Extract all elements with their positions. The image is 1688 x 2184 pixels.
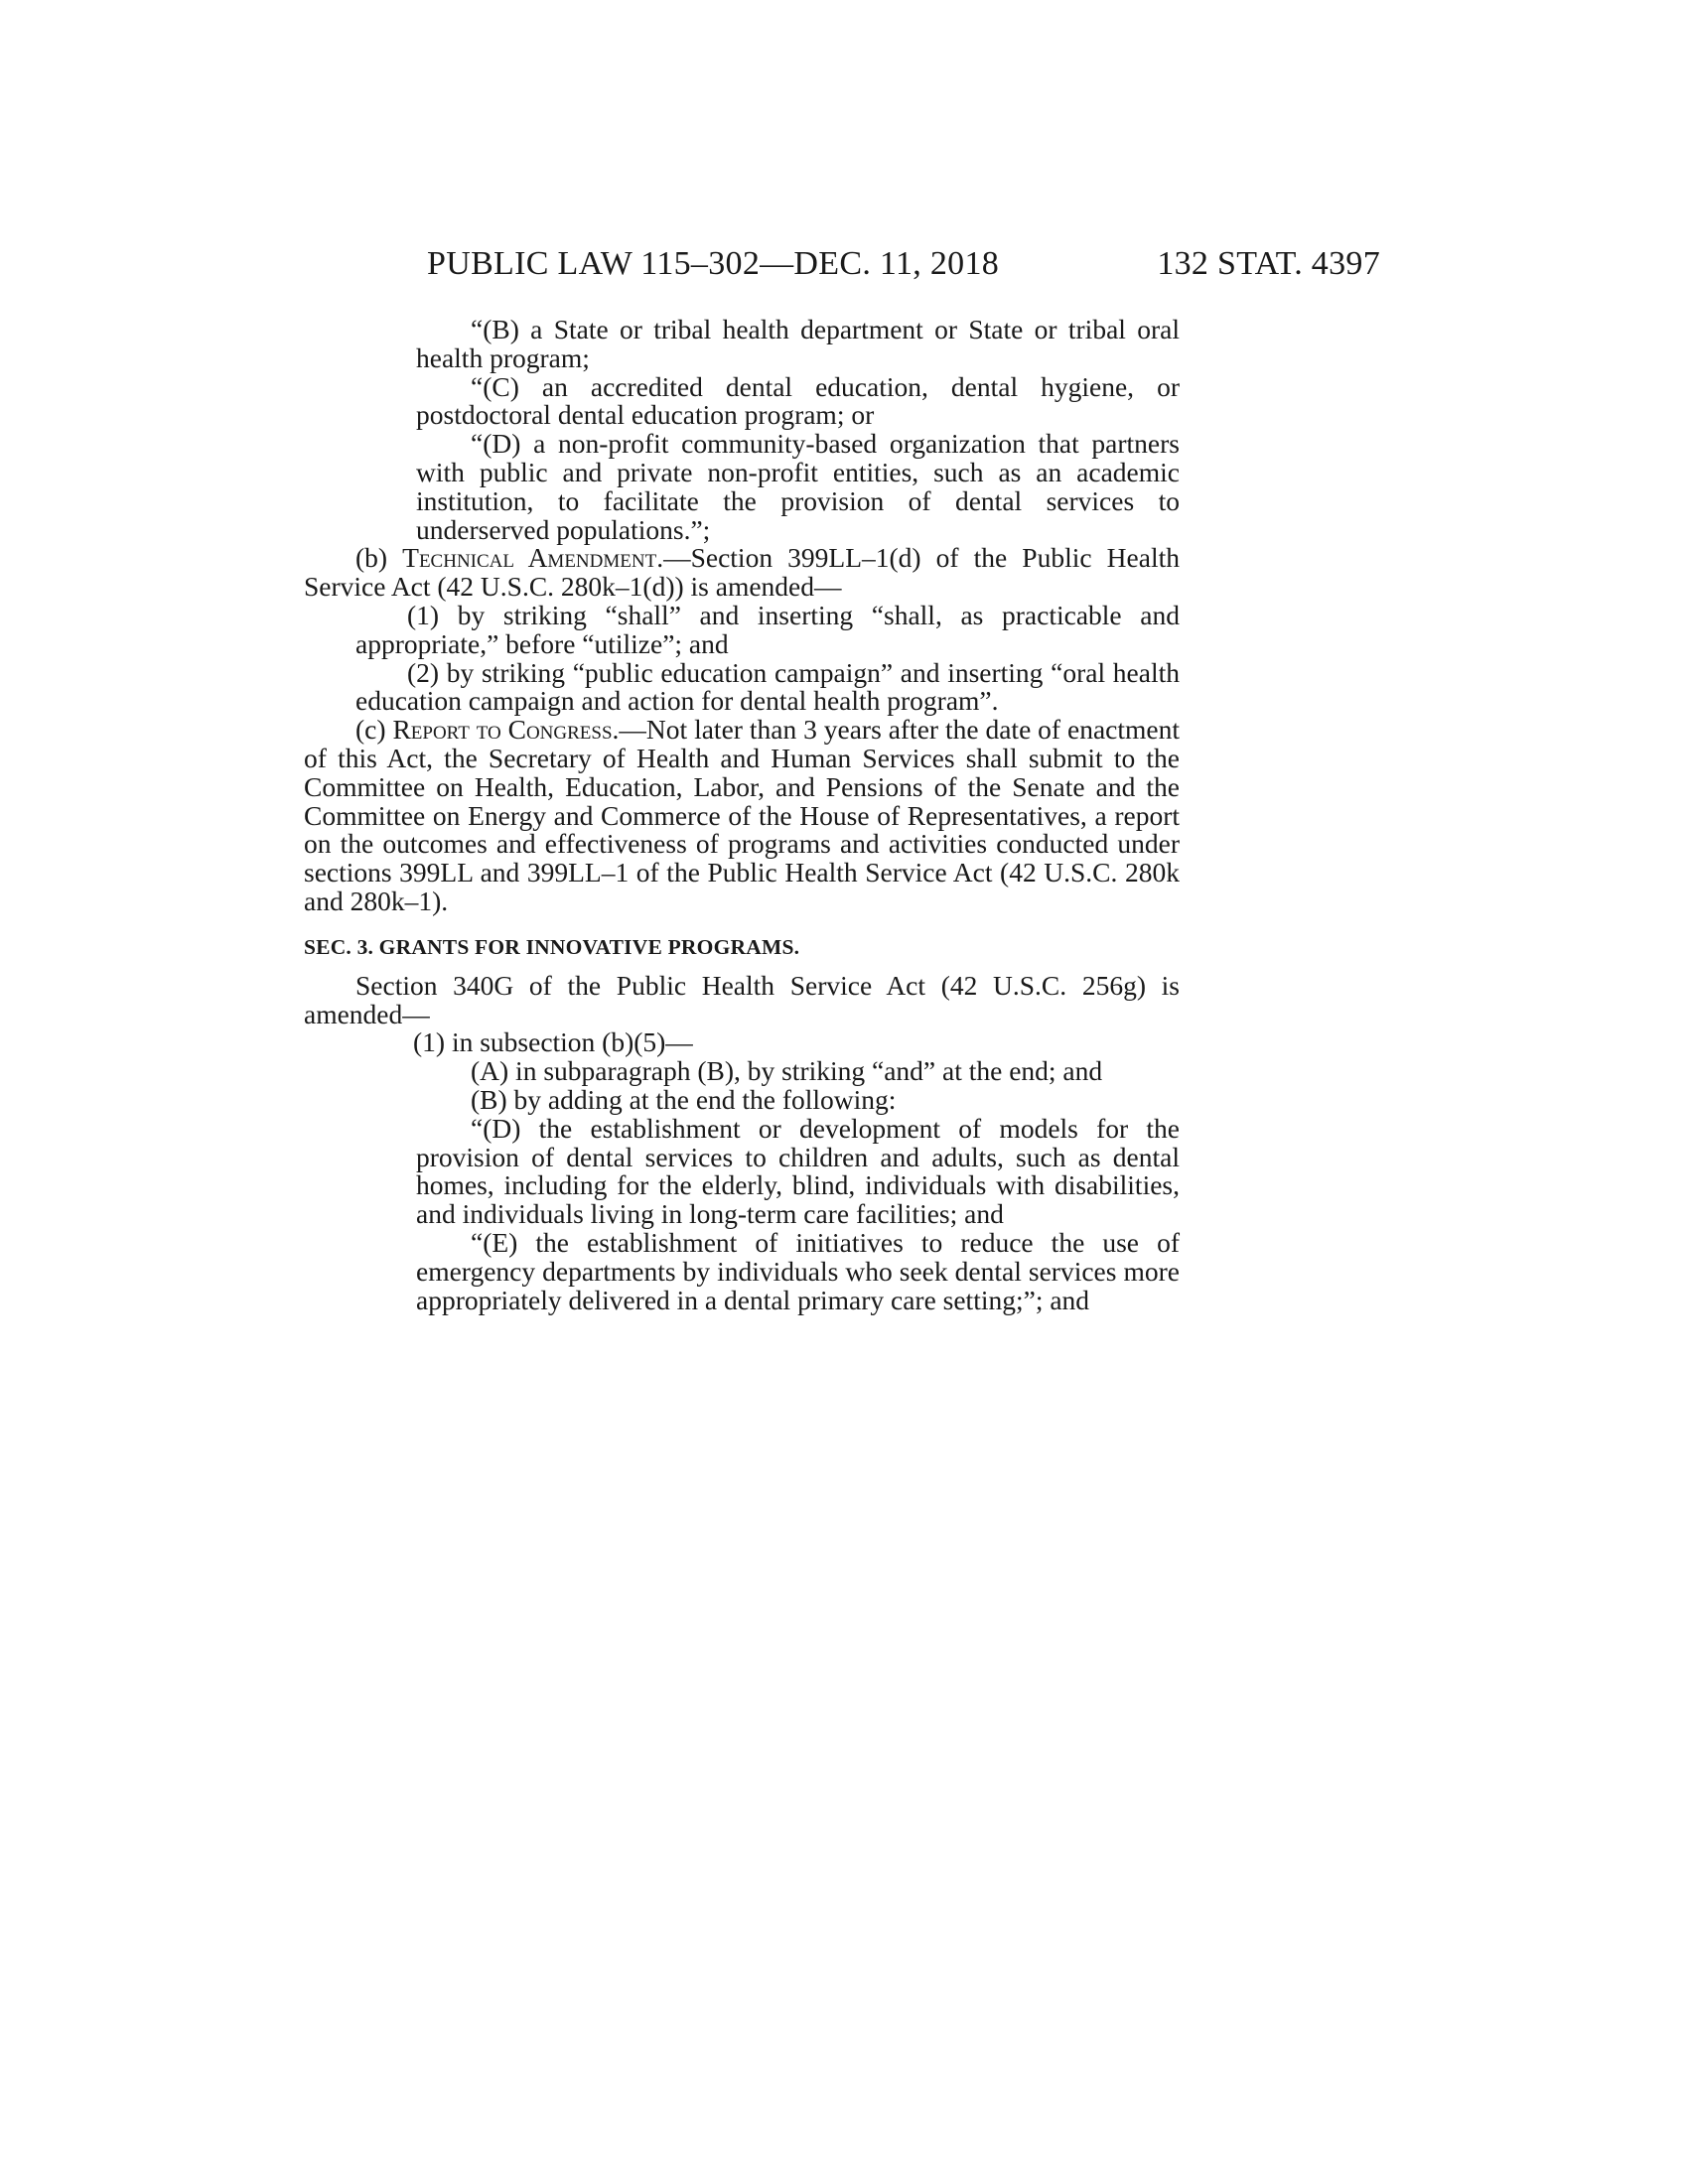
subsection-b-caption: Technical Amendment [402,542,657,574]
header-stat-page: 132 STAT. 4397 [1157,245,1380,282]
subsection-c-text: .—Not later than 3 years after the date of enactment of this Act, the Secretary of Health and Human Services shall submit to the Committee on Health, Education, Labor, and Pensions of the Senate and the Committee on Energy and Commerce of the House of Representatives, a report on the outcomes and effectiveness of programs and activities conducted under sections 399LL and 399LL–1 of the Public Health Service Act (42 U.S.C. 280k and 280k–1). [304,714,1180,916]
subparagraph-E-quoted: “(E) the establishment of initiatives to reduce the use of emergency departments by individuals who seek dental services more appropriately delivered in a dental primary care setting;”; and [416,1226,1180,1315]
subsection-b [304,544,1180,602]
section-3-heading: SEC. 3. GRANTS FOR INNOVATIVE PROGRAMS. [304,934,800,959]
subsection-c-lead: (c) [355,714,393,746]
body-text [304,316,1180,1314]
subsection-b-text: .—Section 399LL–1(d) of the Public Health Service Act (42 U.S.C. 280k–1(d)) is amended— [304,542,1180,603]
section-3-intro: Section 340G of the Public Health Service Act (42 U.S.C. 256g) is amended— [304,969,1180,1029]
subparagraph-A: (A) in subparagraph (B), by striking “and” at the end; and [471,1055,1103,1087]
paragraph-1: (1) in subsection (b)(5)— [413,1026,693,1058]
paragraph-B: “(B) a State or tribal health department or State or tribal oral health program; [416,314,1180,373]
subsection-c [304,716,1180,916]
subsection-b-lead: (b) [355,542,403,574]
header-title: PUBLIC LAW 115–302—DEC. 11, 2018 [427,245,1000,282]
subsection-c-caption: Report to Congress [392,714,613,746]
paragraph-b2: (2) by striking “public education campaign” and inserting “oral health education campaign and action for dental health program”. [355,656,1180,717]
subparagraph-B: (B) by adding at the end the following: [471,1083,897,1115]
running-header [427,244,1380,284]
paragraph-C: “(C) an accredited dental education, dental hygiene, or postdoctoral dental education program; or [416,370,1180,431]
subparagraph-D-quoted: “(D) the establishment or development of models for the provision of dental services to children and adults, such as dental homes, including for the elderly, blind, individuals with disabilities, and individuals living in long-term care facilities; and [416,1112,1180,1230]
paragraph-D: “(D) a non-profit community-based organization that partners with public and private non-profit entities, such as an academic institution, to facilitate the provision of dental services to underserved populations.”; [416,428,1180,545]
paragraph-b1: (1) by striking “shall” and inserting “shall, as practicable and appropriate,” before “utilize”; and [355,599,1180,659]
